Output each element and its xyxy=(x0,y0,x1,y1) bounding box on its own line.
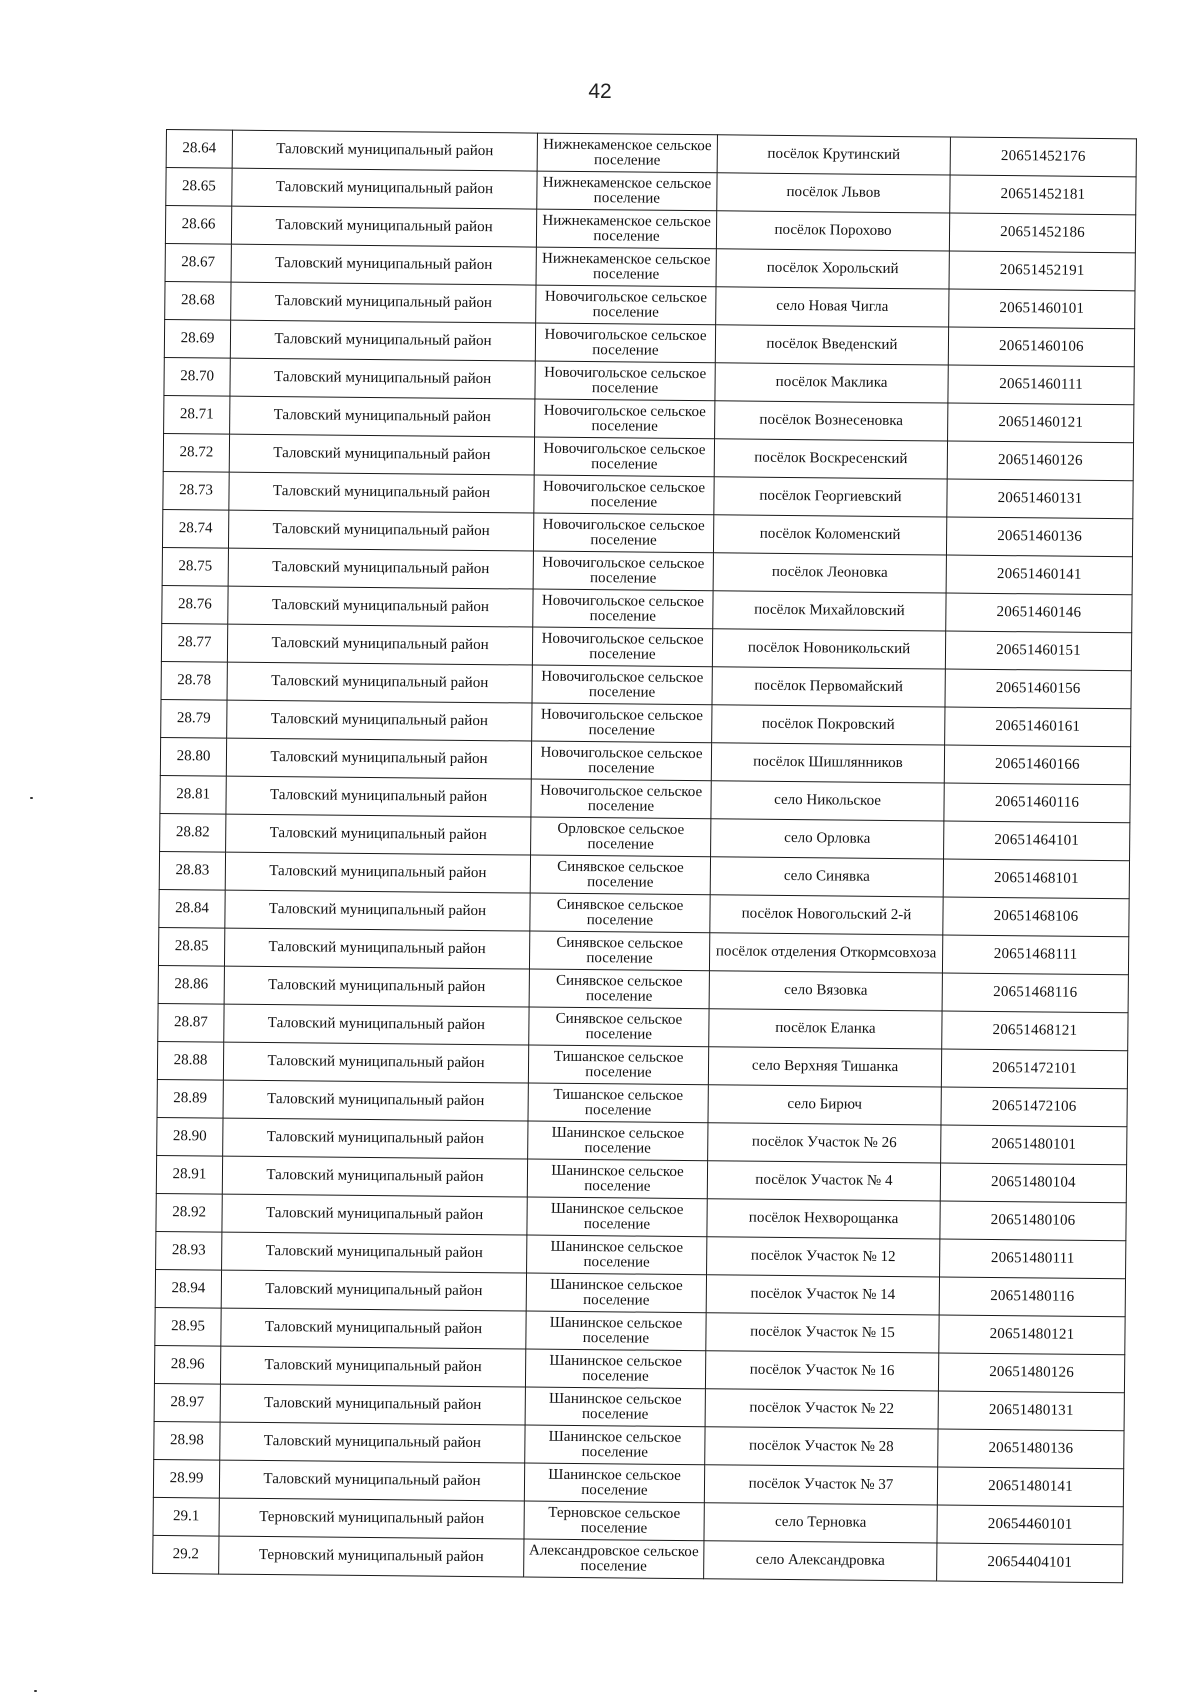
row-number-cell: 28.74 xyxy=(162,509,228,548)
locality-cell: посёлок Первомайский xyxy=(712,667,945,707)
oktmo-code-cell: 20654404101 xyxy=(937,1543,1123,1583)
rural-settlement-cell: Шанинское сельское поселение xyxy=(526,1273,706,1313)
locality-cell: посёлок Участок № 22 xyxy=(705,1389,938,1429)
municipal-district-cell: Таловский муниципальный район xyxy=(224,966,529,1007)
row-number-cell: 28.91 xyxy=(156,1155,222,1194)
rural-settlement-cell: Новочигольское сельское поселение xyxy=(534,475,714,515)
municipal-district-cell: Таловский муниципальный район xyxy=(225,890,530,931)
row-number-cell: 28.90 xyxy=(157,1117,223,1156)
oktmo-code-cell: 20651452186 xyxy=(949,213,1135,253)
oktmo-code-cell: 20651480126 xyxy=(938,1353,1124,1393)
locality-cell: посёлок Участок № 37 xyxy=(704,1465,937,1505)
municipal-district-cell: Таловский муниципальный район xyxy=(232,130,537,171)
municipal-district-cell: Таловский муниципальный район xyxy=(230,320,535,361)
locality-cell: посёлок Воскресенский xyxy=(714,439,947,479)
rural-settlement-cell: Шанинское сельское поселение xyxy=(526,1311,706,1351)
oktmo-code-cell: 20651480106 xyxy=(940,1201,1126,1241)
municipal-district-cell: Таловский муниципальный район xyxy=(223,1080,528,1121)
row-number-cell: 29.2 xyxy=(153,1535,219,1574)
registry-table xyxy=(152,129,1137,1583)
oktmo-code-cell: 20651468106 xyxy=(943,897,1129,937)
row-number-cell: 28.85 xyxy=(158,927,224,966)
municipal-district-cell: Таловский муниципальный район xyxy=(224,928,529,969)
row-number-cell: 28.68 xyxy=(165,281,231,320)
rural-settlement-cell: Шанинское сельское поселение xyxy=(527,1235,707,1275)
oktmo-code-cell: 20651460131 xyxy=(947,479,1133,519)
rural-settlement-cell: Новочигольское сельское поселение xyxy=(535,399,715,439)
page-number: 42 xyxy=(588,80,612,103)
row-number-cell: 28.69 xyxy=(164,319,230,358)
oktmo-code-cell: 20651460141 xyxy=(946,555,1132,595)
municipal-district-cell: Таловский муниципальный район xyxy=(227,700,532,741)
row-number-cell: 28.92 xyxy=(156,1193,222,1232)
oktmo-code-cell: 20651480141 xyxy=(937,1467,1123,1507)
oktmo-code-cell: 20651480131 xyxy=(938,1391,1124,1431)
row-number-cell: 28.99 xyxy=(153,1459,219,1498)
municipal-district-cell: Терновский муниципальный район xyxy=(219,1536,524,1577)
oktmo-code-cell: 20651452191 xyxy=(949,251,1135,291)
oktmo-code-cell: 20651472106 xyxy=(941,1087,1127,1127)
oktmo-code-cell: 20651480121 xyxy=(939,1315,1125,1355)
rural-settlement-cell: Тишанское сельское поселение xyxy=(528,1083,708,1123)
oktmo-code-cell: 20651452176 xyxy=(950,137,1136,177)
oktmo-code-cell: 20651460121 xyxy=(948,403,1134,443)
row-number-cell: 28.86 xyxy=(158,965,224,1004)
municipal-district-cell: Таловский муниципальный район xyxy=(228,510,533,551)
rural-settlement-cell: Шанинское сельское поселение xyxy=(525,1349,705,1389)
locality-cell: посёлок Участок № 16 xyxy=(705,1351,938,1391)
row-number-cell: 28.98 xyxy=(154,1421,220,1460)
oktmo-code-cell: 20651468116 xyxy=(942,973,1128,1013)
scan-speck xyxy=(34,1690,37,1692)
locality-cell: посёлок Вознесеновка xyxy=(715,401,948,441)
locality-cell: посёлок Нехворощанка xyxy=(707,1199,940,1239)
locality-cell: посёлок Порохово xyxy=(716,211,949,251)
municipal-district-cell: Таловский муниципальный район xyxy=(226,738,531,779)
oktmo-code-cell: 20651468111 xyxy=(942,935,1128,975)
rural-settlement-cell: Шанинское сельское поселение xyxy=(527,1159,707,1199)
locality-cell: посёлок Крутинский xyxy=(717,135,950,175)
oktmo-code-cell: 20651468101 xyxy=(943,859,1129,899)
locality-cell: посёлок Шишлянников xyxy=(711,743,944,783)
rural-settlement-cell: Новочигольское сельское поселение xyxy=(532,627,712,667)
municipal-district-cell: Таловский муниципальный район xyxy=(230,358,535,399)
row-number-cell: 28.67 xyxy=(165,243,231,282)
oktmo-code-cell: 20651460151 xyxy=(945,631,1131,671)
locality-cell: посёлок отделения Откормсовхоза xyxy=(709,933,942,973)
municipal-district-cell: Таловский муниципальный район xyxy=(220,1346,525,1387)
locality-cell: село Орловка xyxy=(711,819,944,859)
oktmo-code-cell: 20651464101 xyxy=(944,821,1130,861)
rural-settlement-cell: Нижнекаменское сельское поселение xyxy=(536,247,716,287)
oktmo-code-cell: 20651460146 xyxy=(946,593,1132,633)
oktmo-code-cell: 20651480136 xyxy=(938,1429,1124,1469)
municipal-district-cell: Таловский муниципальный район xyxy=(224,1004,529,1045)
rural-settlement-cell: Синявское сельское поселение xyxy=(530,855,710,895)
municipal-district-cell: Таловский муниципальный район xyxy=(227,624,532,665)
oktmo-code-cell: 20651460116 xyxy=(944,783,1130,823)
locality-cell: посёлок Коломенский xyxy=(713,515,946,555)
rural-settlement-cell: Новочигольское сельское поселение xyxy=(533,513,713,553)
locality-cell: село Вязовка xyxy=(709,971,942,1011)
locality-cell: посёлок Введенский xyxy=(715,325,948,365)
locality-cell: посёлок Участок № 4 xyxy=(707,1161,940,1201)
row-number-cell: 29.1 xyxy=(153,1497,219,1536)
municipal-district-cell: Таловский муниципальный район xyxy=(223,1042,528,1083)
rural-settlement-cell: Шанинское сельское поселение xyxy=(524,1463,704,1503)
row-number-cell: 28.87 xyxy=(158,1003,224,1042)
municipal-district-cell: Таловский муниципальный район xyxy=(221,1270,526,1311)
locality-cell: посёлок Леоновка xyxy=(713,553,946,593)
rural-settlement-cell: Нижнекаменское сельское поселение xyxy=(536,209,716,249)
row-number-cell: 28.71 xyxy=(164,395,230,434)
row-number-cell: 28.88 xyxy=(157,1041,223,1080)
row-number-cell: 28.84 xyxy=(159,889,225,928)
rural-settlement-cell: Терновское сельское поселение xyxy=(524,1501,704,1541)
locality-cell: посёлок Михайловский xyxy=(713,591,946,631)
row-number-cell: 28.80 xyxy=(160,737,226,776)
table-row xyxy=(153,1535,1123,1582)
rural-settlement-cell: Шанинское сельское поселение xyxy=(527,1197,707,1237)
rural-settlement-cell: Новочигольское сельское поселение xyxy=(533,589,713,629)
municipal-district-cell: Таловский муниципальный район xyxy=(231,206,536,247)
rural-settlement-cell: Новочигольское сельское поселение xyxy=(533,551,713,591)
oktmo-code-cell: 20651460156 xyxy=(945,669,1131,709)
rural-settlement-cell: Нижнекаменское сельское поселение xyxy=(537,171,717,211)
oktmo-code-cell: 20651460166 xyxy=(944,745,1130,785)
oktmo-code-cell: 20651480116 xyxy=(939,1277,1125,1317)
municipal-district-cell: Таловский муниципальный район xyxy=(225,852,530,893)
row-number-cell: 28.73 xyxy=(163,471,229,510)
rural-settlement-cell: Нижнекаменское сельское поселение xyxy=(537,133,717,173)
locality-cell: село Бирюч xyxy=(708,1085,941,1125)
row-number-cell: 28.79 xyxy=(161,699,227,738)
locality-cell: село Терновка xyxy=(704,1503,937,1543)
row-number-cell: 28.94 xyxy=(155,1269,221,1308)
rural-settlement-cell: Тишанское сельское поселение xyxy=(528,1045,708,1085)
row-number-cell: 28.81 xyxy=(160,775,226,814)
municipal-district-cell: Таловский муниципальный район xyxy=(229,472,534,513)
locality-cell: посёлок Новоникольский xyxy=(712,629,945,669)
oktmo-code-cell: 20651480111 xyxy=(940,1239,1126,1279)
oktmo-code-cell: 20651480101 xyxy=(941,1125,1127,1165)
municipal-district-cell: Таловский муниципальный район xyxy=(231,244,536,285)
row-number-cell: 28.95 xyxy=(155,1307,221,1346)
oktmo-code-cell: 20651460106 xyxy=(948,327,1134,367)
scan-speck xyxy=(30,797,33,799)
rural-settlement-cell: Синявское сельское поселение xyxy=(530,893,710,933)
oktmo-code-cell: 20654460101 xyxy=(937,1505,1123,1545)
locality-cell: посёлок Участок № 28 xyxy=(705,1427,938,1467)
rural-settlement-cell: Новочигольское сельское поселение xyxy=(532,703,712,743)
oktmo-code-cell: 20651468121 xyxy=(942,1011,1128,1051)
row-number-cell: 28.83 xyxy=(159,851,225,890)
oktmo-code-cell: 20651460111 xyxy=(948,365,1134,405)
municipal-district-cell: Таловский муниципальный район xyxy=(219,1460,524,1501)
municipal-district-cell: Терновский муниципальный район xyxy=(219,1498,524,1539)
rural-settlement-cell: Александровское сельское поселение xyxy=(524,1539,704,1579)
locality-cell: село Синявка xyxy=(710,857,943,897)
municipal-district-cell: Таловский муниципальный район xyxy=(220,1422,525,1463)
locality-cell: посёлок Участок № 12 xyxy=(707,1237,940,1277)
oktmo-code-cell: 20651472101 xyxy=(941,1049,1127,1089)
row-number-cell: 28.64 xyxy=(166,130,232,169)
rural-settlement-cell: Шанинское сельское поселение xyxy=(525,1425,705,1465)
municipal-district-cell: Таловский муниципальный район xyxy=(222,1194,527,1235)
oktmo-code-cell: 20651480104 xyxy=(940,1163,1126,1203)
municipal-district-cell: Таловский муниципальный район xyxy=(220,1384,525,1425)
row-number-cell: 28.82 xyxy=(160,813,226,852)
locality-cell: село Александровка xyxy=(704,1541,937,1581)
municipal-district-cell: Таловский муниципальный район xyxy=(231,282,536,323)
row-number-cell: 28.89 xyxy=(157,1079,223,1118)
oktmo-code-cell: 20651460161 xyxy=(945,707,1131,747)
locality-cell: посёлок Участок № 15 xyxy=(706,1313,939,1353)
rural-settlement-cell: Орловское сельское поселение xyxy=(531,817,711,857)
locality-cell: посёлок Хорольский xyxy=(716,249,949,289)
municipal-district-cell: Таловский муниципальный район xyxy=(229,434,534,475)
locality-cell: посёлок Львов xyxy=(717,173,950,213)
rural-settlement-cell: Новочигольское сельское поселение xyxy=(531,741,711,781)
row-number-cell: 28.76 xyxy=(162,585,228,624)
locality-cell: посёлок Маклика xyxy=(715,363,948,403)
locality-cell: посёлок Покровский xyxy=(712,705,945,745)
row-number-cell: 28.96 xyxy=(154,1345,220,1384)
row-number-cell: 28.65 xyxy=(166,168,232,207)
municipal-district-cell: Таловский муниципальный район xyxy=(226,814,531,855)
row-number-cell: 28.66 xyxy=(165,206,231,245)
rural-settlement-cell: Синявское сельское поселение xyxy=(529,969,709,1009)
registry-table-body xyxy=(153,130,1137,1583)
municipal-district-cell: Таловский муниципальный район xyxy=(223,1118,528,1159)
rural-settlement-cell: Синявское сельское поселение xyxy=(529,1007,709,1047)
municipal-district-cell: Таловский муниципальный район xyxy=(221,1308,526,1349)
row-number-cell: 28.72 xyxy=(163,433,229,472)
locality-cell: посёлок Еланка xyxy=(709,1009,942,1049)
rural-settlement-cell: Шанинское сельское поселение xyxy=(525,1387,705,1427)
row-number-cell: 28.78 xyxy=(161,661,227,700)
locality-cell: село Верхняя Тишанка xyxy=(708,1047,941,1087)
oktmo-code-cell: 20651460101 xyxy=(949,289,1135,329)
locality-cell: посёлок Участок № 14 xyxy=(706,1275,939,1315)
row-number-cell: 28.93 xyxy=(156,1231,222,1270)
oktmo-code-cell: 20651460126 xyxy=(947,441,1133,481)
row-number-cell: 28.75 xyxy=(162,547,228,586)
locality-cell: посёлок Георгиевский xyxy=(714,477,947,517)
oktmo-code-cell: 20651452181 xyxy=(950,175,1136,215)
locality-cell: посёлок Участок № 26 xyxy=(708,1123,941,1163)
row-number-cell: 28.77 xyxy=(161,623,227,662)
row-number-cell: 28.97 xyxy=(154,1383,220,1422)
rural-settlement-cell: Новочигольское сельское поселение xyxy=(536,285,716,325)
municipal-district-cell: Таловский муниципальный район xyxy=(228,586,533,627)
rural-settlement-cell: Шанинское сельское поселение xyxy=(528,1121,708,1161)
rural-settlement-cell: Новочигольское сельское поселение xyxy=(535,361,715,401)
locality-cell: село Никольское xyxy=(711,781,944,821)
locality-cell: село Новая Чигла xyxy=(716,287,949,327)
row-number-cell: 28.70 xyxy=(164,357,230,396)
municipal-district-cell: Таловский муниципальный район xyxy=(228,548,533,589)
municipal-district-cell: Таловский муниципальный район xyxy=(230,396,535,437)
rural-settlement-cell: Новочигольское сельское поселение xyxy=(532,665,712,705)
rural-settlement-cell: Новочигольское сельское поселение xyxy=(531,779,711,819)
rural-settlement-cell: Новочигольское сельское поселение xyxy=(535,323,715,363)
municipal-district-cell: Таловский муниципальный район xyxy=(232,168,537,209)
rural-settlement-cell: Синявское сельское поселение xyxy=(529,931,709,971)
municipal-district-cell: Таловский муниципальный район xyxy=(222,1232,527,1273)
locality-cell: посёлок Новогольский 2-й xyxy=(710,895,943,935)
municipal-district-cell: Таловский муниципальный район xyxy=(227,662,532,703)
municipal-district-cell: Таловский муниципальный район xyxy=(222,1156,527,1197)
registry-table-container xyxy=(152,129,1136,1583)
rural-settlement-cell: Новочигольское сельское поселение xyxy=(534,437,714,477)
municipal-district-cell: Таловский муниципальный район xyxy=(226,776,531,817)
oktmo-code-cell: 20651460136 xyxy=(946,517,1132,557)
